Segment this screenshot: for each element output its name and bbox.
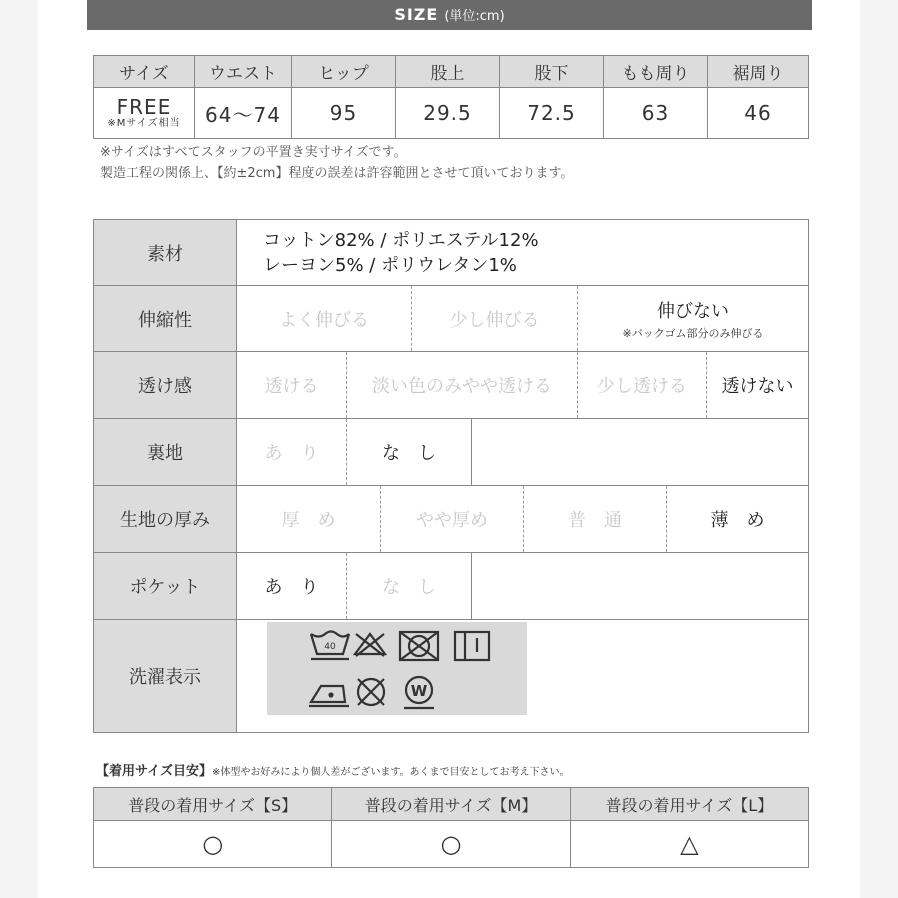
value-inseam: 72.5 [500,88,604,139]
sheer-row [94,352,809,419]
fit-guide-note: ※体型やお好みにより個人差がございます。あくまで目安としてお考え下さい。 [211,767,570,778]
stretch-row [94,286,809,352]
line-dry-icon [455,632,489,660]
header-inseam: 股下 [500,56,604,88]
value-hip: 95 [292,88,396,139]
size-header-row [94,56,809,88]
sheer-option-none: 透けない [721,376,794,397]
stretch-option-none [578,286,808,351]
wet-clean-icon [404,677,434,708]
pocket-option-yes: あ り [237,553,347,619]
pocket-option-no: な し [347,553,472,619]
wash-40-icon [311,632,349,660]
size-free: FREE [116,95,172,119]
stretch-option-none-label: 伸びない [657,300,729,322]
pocket-row [94,553,809,620]
size-free-note: ※Mサイズ相当 [107,118,181,129]
wash-temp: 40 [324,642,336,652]
thickness-option-slightly-thick: やや厚め [381,486,524,552]
stretch-option-note: ※バックゴム部分のみ伸びる [622,326,764,340]
lining-label: 裏地 [94,419,237,486]
fit-value-row [94,821,809,868]
lining-option-yes: あ り [237,419,347,485]
size-notes [100,142,573,184]
fit-mark-s: ○ [94,821,332,868]
lining-option-no: な し [347,419,472,485]
thickness-option-thin: 薄 め [710,510,765,531]
lining-row [94,419,809,486]
stretch-option-low: 少し伸びる [412,286,578,351]
fit-guide-title: 【着用サイズ目安】 [96,764,212,779]
fit-header-m: 普段の着用サイズ【M】 [332,788,570,821]
stretch-label: 伸縮性 [94,286,237,352]
fit-header-row [94,788,809,821]
fit-guide-heading [96,760,570,779]
thickness-option-thick: 厚 め [237,486,381,552]
thickness-option-normal: 普 通 [524,486,667,552]
fit-table [93,787,809,868]
value-waist: 64〜74 [195,88,292,139]
size-value-row [94,88,809,139]
care-label: 洗濯表示 [94,620,237,733]
size-banner [87,0,812,30]
size-note-2: 製造工程の関係上、【約±2cm】程度の誤差は許容範囲とさせて頂いております。 [100,166,574,181]
care-symbols-panel [267,622,527,715]
header-hip: ヒップ [292,56,396,88]
banner-title: SIZE [394,5,439,24]
header-thigh: もも周り [604,56,708,88]
size-free-cell [94,88,195,139]
sheer-option-light-colors: 淡い色のみやや透ける [347,352,578,418]
thickness-row [94,486,809,553]
no-tumble-dry-icon [400,632,438,660]
sheer-option-sheer: 透ける [237,352,347,418]
banner-unit: (単位:cm) [444,9,505,24]
stretch-option-high: よく伸びる [237,286,412,351]
no-bleach-icon [355,634,385,656]
header-rise: 股上 [396,56,500,88]
no-dry-clean-icon [358,679,384,705]
material-row [94,220,809,286]
material-label: 素材 [94,220,237,286]
header-waist: ウエスト [195,56,292,88]
fit-header-l: 普段の着用サイズ【L】 [570,788,808,821]
size-note-1: ※サイズはすべてスタッフの平置き実寸サイズです。 [100,145,407,160]
sheer-option-slight: 少し透ける [578,352,707,418]
pocket-label: ポケット [94,553,237,620]
material-line-2: レーヨン5% / ポリウレタン1% [263,254,517,276]
svg-text:W: W [410,682,428,700]
header-size: サイズ [94,56,195,88]
material-text [237,228,808,278]
value-thigh: 63 [604,88,708,139]
size-table [93,55,809,139]
value-hem: 46 [708,88,809,139]
fit-mark-l: △ [570,821,808,868]
header-hem: 裾周り [708,56,809,88]
value-rise: 29.5 [396,88,500,139]
fit-mark-m: ○ [332,821,570,868]
material-line-1: コットン82% / ポリエステル12% [263,229,539,251]
thickness-label: 生地の厚み [94,486,237,553]
fit-header-s: 普段の着用サイズ【S】 [94,788,332,821]
sheer-label: 透け感 [94,352,237,419]
low-iron-icon [309,686,349,706]
